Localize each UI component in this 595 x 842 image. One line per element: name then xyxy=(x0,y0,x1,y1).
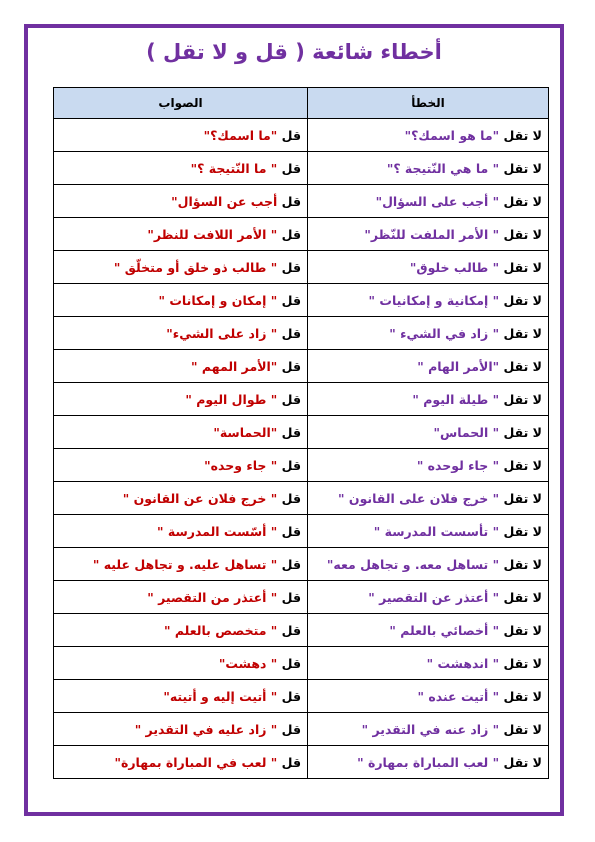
wrong-text: " خرج فلان على القانون " xyxy=(338,490,500,506)
right-cell xyxy=(54,416,308,449)
right-prefix: قل xyxy=(281,292,301,308)
table-row xyxy=(54,350,549,383)
right-text: " الأمر اللافت للنظر" xyxy=(147,226,278,242)
wrong-text: " تأسست المدرسة " xyxy=(373,523,500,539)
right-cell xyxy=(54,119,308,152)
right-text: " ما النّتيجة ؟" xyxy=(190,160,278,176)
right-prefix: قل xyxy=(281,622,301,638)
right-prefix: قل xyxy=(281,688,301,704)
right-cell xyxy=(54,680,308,713)
right-cell xyxy=(54,152,308,185)
wrong-text: " لعب المباراة بمهارة " xyxy=(357,754,500,770)
table-row xyxy=(54,185,549,218)
right-prefix: قل xyxy=(281,424,301,440)
right-text: " أسّست المدرسة " xyxy=(157,523,278,539)
table-row xyxy=(54,680,549,713)
wrong-cell xyxy=(308,647,549,680)
wrong-prefix: لا تقل xyxy=(503,127,542,143)
wrong-cell xyxy=(308,482,549,515)
right-cell xyxy=(54,449,308,482)
wrong-prefix: لا تقل xyxy=(503,754,542,770)
right-cell xyxy=(54,317,308,350)
table-row xyxy=(54,416,549,449)
right-cell xyxy=(54,251,308,284)
right-prefix: قل xyxy=(281,127,301,143)
right-cell xyxy=(54,383,308,416)
right-text: " زاد على الشيء" xyxy=(166,325,278,341)
table-row xyxy=(54,119,549,152)
wrong-text: " أجب على السؤال" xyxy=(375,193,500,209)
wrong-text: " تساهل معه. و تجاهل معه" xyxy=(326,556,500,572)
right-prefix: قل xyxy=(281,160,301,176)
right-cell xyxy=(54,185,308,218)
table-row xyxy=(54,713,549,746)
table-row xyxy=(54,581,549,614)
wrong-prefix: لا تقل xyxy=(503,292,542,308)
wrong-text: " أخصائي بالعلم " xyxy=(389,622,500,638)
wrong-cell xyxy=(308,185,549,218)
right-text: " طوال اليوم " xyxy=(185,391,278,407)
header-right: الصواب xyxy=(54,88,308,119)
right-cell xyxy=(54,746,308,779)
right-text: " دهشت" xyxy=(218,655,278,671)
table-row xyxy=(54,746,549,779)
right-prefix: قل xyxy=(281,589,301,605)
wrong-cell xyxy=(308,218,549,251)
wrong-text: " أتيت عنده " xyxy=(417,688,500,704)
right-text: "الأمر المهم " xyxy=(191,358,278,374)
table-row xyxy=(54,251,549,284)
table-row xyxy=(54,284,549,317)
right-prefix: قل xyxy=(281,226,301,242)
wrong-prefix: لا تقل xyxy=(503,391,542,407)
wrong-prefix: لا تقل xyxy=(503,358,542,374)
wrong-text: " جاء لوحده " xyxy=(416,457,500,473)
table-row xyxy=(54,515,549,548)
right-text: "الحماسة" xyxy=(213,424,278,440)
page-title: أخطاء شائعة ( قل و لا تقل ) xyxy=(146,40,442,64)
right-prefix: قل xyxy=(281,556,301,572)
page-frame xyxy=(24,24,564,816)
right-text: " متخصص بالعلم " xyxy=(163,622,278,638)
wrong-text: " طيلة اليوم " xyxy=(412,391,500,407)
wrong-prefix: لا تقل xyxy=(503,490,542,506)
right-text: " أعتذر من التقصير " xyxy=(147,589,278,605)
wrong-prefix: لا تقل xyxy=(503,688,542,704)
right-text: " تساهل عليه. و تجاهل عليه " xyxy=(92,556,278,572)
right-prefix: قل xyxy=(281,655,301,671)
right-prefix: قل xyxy=(281,490,301,506)
table-row xyxy=(54,218,549,251)
wrong-prefix: لا تقل xyxy=(503,160,542,176)
right-cell xyxy=(54,713,308,746)
right-text: " إمكان و إمكانات " xyxy=(158,292,278,308)
right-prefix: قل xyxy=(281,457,301,473)
right-prefix: قل xyxy=(281,193,301,209)
wrong-text: " زاد عنه في التقدير " xyxy=(361,721,500,737)
wrong-cell xyxy=(308,449,549,482)
table-header-row xyxy=(54,88,549,119)
right-prefix: قل xyxy=(281,325,301,341)
wrong-prefix: لا تقل xyxy=(503,589,542,605)
table-row xyxy=(54,317,549,350)
right-text: "ما اسمك؟" xyxy=(203,127,278,143)
table-row xyxy=(54,152,549,185)
wrong-text: "ما هو اسمك؟" xyxy=(404,127,500,143)
right-text: " خرج فلان عن القانون " xyxy=(122,490,278,506)
wrong-cell xyxy=(308,284,549,317)
wrong-prefix: لا تقل xyxy=(503,193,542,209)
right-cell xyxy=(54,614,308,647)
wrong-prefix: لا تقل xyxy=(503,259,542,275)
right-cell xyxy=(54,647,308,680)
wrong-prefix: لا تقل xyxy=(503,556,542,572)
right-cell xyxy=(54,350,308,383)
header-wrong: الخطأ xyxy=(308,88,549,119)
wrong-cell xyxy=(308,614,549,647)
wrong-text: " الأمر الملفت للنّظر" xyxy=(364,226,500,242)
table-row xyxy=(54,482,549,515)
right-prefix: قل xyxy=(281,259,301,275)
right-cell xyxy=(54,548,308,581)
right-text: " طالب ذو خلق أو متخلّق " xyxy=(113,259,278,275)
wrong-cell xyxy=(308,548,549,581)
wrong-cell xyxy=(308,746,549,779)
right-text: " لعب في المباراة بمهارة" xyxy=(114,754,278,770)
table-row xyxy=(54,449,549,482)
wrong-cell xyxy=(308,383,549,416)
wrong-text: " ما هي النّتيجة ؟" xyxy=(386,160,500,176)
wrong-cell xyxy=(308,317,549,350)
right-cell xyxy=(54,581,308,614)
table-row xyxy=(54,548,549,581)
errors-table xyxy=(53,87,549,779)
wrong-prefix: لا تقل xyxy=(503,226,542,242)
wrong-prefix: لا تقل xyxy=(503,622,542,638)
wrong-prefix: لا تقل xyxy=(503,457,542,473)
wrong-text: "الأمر الهام " xyxy=(417,358,500,374)
wrong-cell xyxy=(308,581,549,614)
right-prefix: قل xyxy=(281,358,301,374)
right-cell xyxy=(54,482,308,515)
wrong-prefix: لا تقل xyxy=(503,655,542,671)
table-body xyxy=(54,119,549,779)
wrong-text: " الحماس" xyxy=(433,424,500,440)
right-text: أجب عن السؤال" xyxy=(171,193,278,209)
wrong-prefix: لا تقل xyxy=(503,325,542,341)
right-cell xyxy=(54,284,308,317)
table-row xyxy=(54,383,549,416)
wrong-text: " طالب خلوق" xyxy=(409,259,500,275)
wrong-text: " أعتذر عن التقصير " xyxy=(368,589,500,605)
right-cell xyxy=(54,218,308,251)
wrong-cell xyxy=(308,152,549,185)
right-text: " أتيت إليه و أتيته" xyxy=(163,688,278,704)
table-row xyxy=(54,647,549,680)
wrong-text: " زاد في الشيء " xyxy=(389,325,500,341)
wrong-cell xyxy=(308,713,549,746)
right-text: " جاء وحده" xyxy=(204,457,278,473)
wrong-cell xyxy=(308,416,549,449)
wrong-cell xyxy=(308,119,549,152)
wrong-prefix: لا تقل xyxy=(503,424,542,440)
right-prefix: قل xyxy=(281,754,301,770)
right-prefix: قل xyxy=(281,523,301,539)
wrong-cell xyxy=(308,515,549,548)
wrong-text: " اندهشت " xyxy=(426,655,500,671)
wrong-cell xyxy=(308,350,549,383)
wrong-cell xyxy=(308,251,549,284)
right-prefix: قل xyxy=(281,391,301,407)
right-prefix: قل xyxy=(281,721,301,737)
wrong-prefix: لا تقل xyxy=(503,721,542,737)
table-row xyxy=(54,614,549,647)
right-cell xyxy=(54,515,308,548)
wrong-text: " إمكانية و إمكانيات " xyxy=(368,292,500,308)
right-text: " زاد عليه في التقدير " xyxy=(134,721,278,737)
wrong-cell xyxy=(308,680,549,713)
wrong-prefix: لا تقل xyxy=(503,523,542,539)
